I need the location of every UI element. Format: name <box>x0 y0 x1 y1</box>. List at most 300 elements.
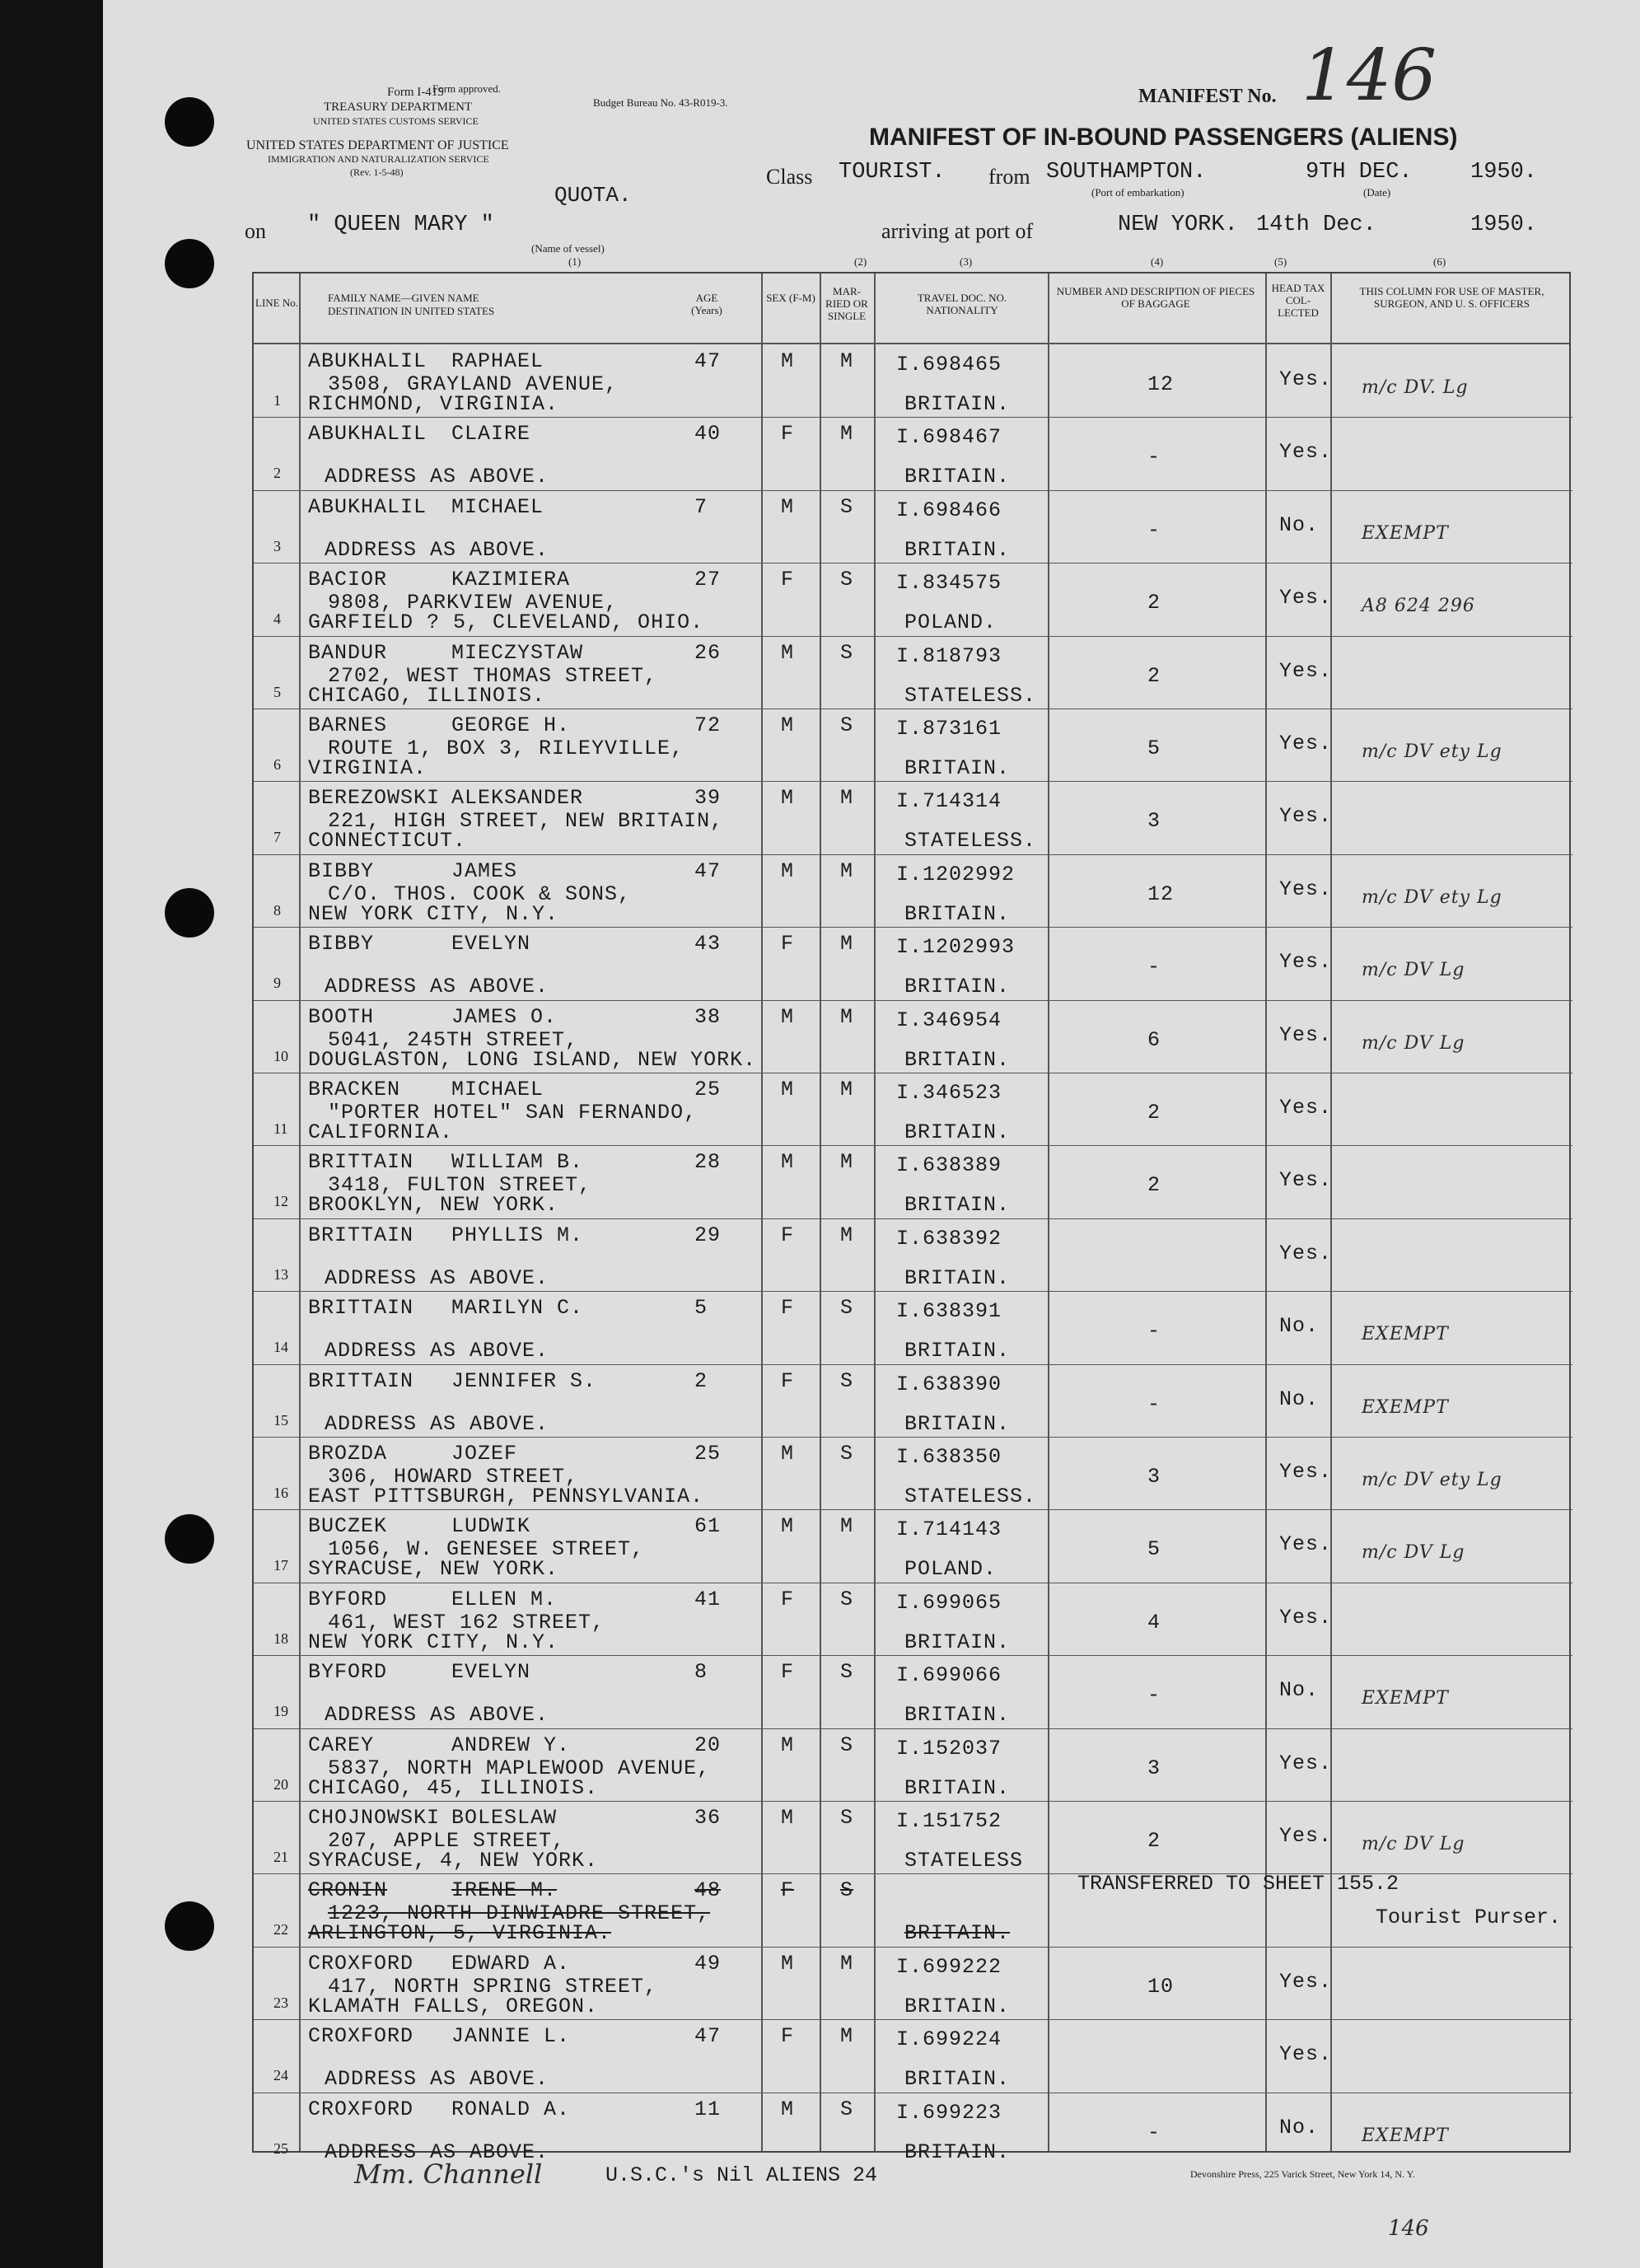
table-row <box>254 2019 1572 2093</box>
given-name: EVELYN <box>451 1660 531 1685</box>
table-row <box>254 708 1572 782</box>
surname: CHOJNOWSKI <box>308 1806 441 1830</box>
signature: Mm. Channell <box>354 2158 543 2190</box>
surname: BRITTAIN <box>308 1296 414 1321</box>
line-number: 12 <box>273 1193 288 1210</box>
line-number: 3 <box>273 537 281 554</box>
nationality: BRITAIN. <box>904 1703 1011 1728</box>
given-name: LUDWIK <box>451 1514 531 1539</box>
address-line-2: SYRACUSE, 4, NEW YORK. <box>308 1849 599 1873</box>
marital-status: M <box>840 349 854 373</box>
baggage-count: 3 <box>1147 1756 1161 1780</box>
travel-doc-number: I.699065 <box>896 1590 1002 1615</box>
surname: ABUKHALIL <box>308 349 428 373</box>
given-name: JAMES O. <box>451 1004 558 1029</box>
address-line-2: ADDRESS AS ABOVE. <box>325 1703 549 1728</box>
treasury-dept: TREASURY DEPARTMENT <box>324 101 473 114</box>
table-row <box>254 1728 1572 1802</box>
officer-note: EXEMPT <box>1362 1324 1449 1345</box>
nationality: STATELESS. <box>904 1485 1037 1508</box>
travel-doc-number: I.346954 <box>896 1008 1002 1032</box>
header-travel-doc: TRAVEL DOC. NO. NATIONALITY <box>917 292 1007 316</box>
age: 47 <box>694 858 722 883</box>
head-tax: Yes. <box>1279 586 1333 610</box>
table-row <box>254 1073 1572 1146</box>
given-name: WILLIAM B. <box>451 1150 584 1175</box>
purser-note: Tourist Purser. <box>1376 1906 1562 1929</box>
address-line-1: 3418, FULTON STREET, <box>328 1173 592 1198</box>
travel-doc-number: I.638389 <box>896 1153 1002 1178</box>
nationality: BRITAIN. <box>904 1339 1011 1363</box>
line-number: 14 <box>273 1339 288 1356</box>
sex: F <box>781 568 795 592</box>
nationality: BRITAIN. <box>904 1265 1011 1290</box>
baggage-count: 2 <box>1147 1101 1161 1125</box>
address-line-2: CHICAGO, 45, ILLINOIS. <box>308 1775 599 1800</box>
officer-note: A8 624 296 <box>1362 596 1475 617</box>
address-line-2: CONNECTICUT. <box>308 829 467 853</box>
form-approved: Form approved. <box>432 82 502 95</box>
class-label: Class <box>766 165 813 189</box>
head-tax: Yes. <box>1279 1022 1333 1047</box>
address-line-1: 5837, NORTH MAPLEWOOD AVENUE, <box>328 1756 711 1780</box>
baggage-count: - <box>1147 445 1161 470</box>
surname: BRACKEN <box>308 1078 401 1101</box>
marital-status: M <box>840 1951 854 1976</box>
address-line-2: ADDRESS AS ABOVE. <box>325 537 549 562</box>
line-number: 17 <box>273 1557 288 1574</box>
header-destination: DESTINATION IN UNITED STATES <box>328 305 495 317</box>
given-name: JAMES <box>451 858 518 883</box>
given-name: PHYLLIS M. <box>451 1223 584 1247</box>
age: 38 <box>694 1004 722 1029</box>
baggage-count: 10 <box>1147 1974 1175 1999</box>
head-tax: No. <box>1279 1314 1320 1339</box>
address-line-1: 9808, PARKVIEW AVENUE, <box>328 591 619 615</box>
punch-hole <box>165 97 214 147</box>
age: 11 <box>694 2097 722 2121</box>
head-tax: Yes. <box>1279 1096 1333 1120</box>
address-line-1: 1056, W. GENESEE STREET, <box>328 1537 645 1562</box>
given-name: ELLEN M. <box>451 1587 558 1611</box>
nationality: BRITAIN. <box>904 392 1011 416</box>
line-number: 13 <box>273 1265 288 1283</box>
line-number: 21 <box>273 1849 288 1865</box>
sex: M <box>781 1150 795 1175</box>
line-number: 4 <box>273 610 281 628</box>
line-number: 15 <box>273 1411 288 1429</box>
sex: M <box>781 1806 795 1830</box>
printer-credit: Devonshire Press, 225 Varick Street, New York 14, N. Y. <box>1190 2168 1415 2180</box>
baggage-count: 6 <box>1147 1027 1161 1052</box>
sex: M <box>781 1951 795 1976</box>
sex: M <box>781 1442 795 1466</box>
marital-status: S <box>840 1442 854 1466</box>
arrival-port: NEW YORK. <box>1118 213 1238 237</box>
marital-status: S <box>840 1878 854 1903</box>
manifest-page <box>103 0 1640 2268</box>
surname: CROXFORD <box>308 2097 414 2121</box>
baggage-count: - <box>1147 1683 1161 1708</box>
address-line-2: ADDRESS AS ABOVE. <box>325 1339 549 1363</box>
head-tax: Yes. <box>1279 1241 1333 1265</box>
nationality: STATELESS. <box>904 829 1037 853</box>
table-row <box>254 854 1572 928</box>
marital-status: M <box>840 1223 854 1247</box>
address-line-1: 417, NORTH SPRING STREET, <box>328 1974 658 1999</box>
marital-status: S <box>840 1296 854 1321</box>
line-number: 6 <box>273 756 281 773</box>
marital-status: S <box>840 640 854 665</box>
sex: M <box>781 1078 795 1101</box>
given-name: RONALD A. <box>451 2097 571 2121</box>
marital-status: M <box>840 786 854 811</box>
nationality: BRITAIN. <box>904 1775 1011 1800</box>
class-value: TOURIST. <box>839 160 946 185</box>
sex: M <box>781 494 795 519</box>
sex: M <box>781 1514 795 1539</box>
given-name: MARILYN C. <box>451 1296 584 1321</box>
surname: CAREY <box>308 1733 375 1757</box>
age: 41 <box>694 1587 722 1611</box>
baggage-count: 5 <box>1147 737 1161 760</box>
table-row <box>254 1364 1572 1438</box>
line-number: 2 <box>273 465 281 482</box>
baggage-count: - <box>1147 955 1161 980</box>
travel-doc-number: I.818793 <box>896 643 1002 668</box>
given-name: BOLESLAW <box>451 1806 558 1830</box>
header-baggage: NUMBER AND DESCRIPTION OF PIECES OF BAGGAGE <box>1056 285 1255 310</box>
travel-doc-number: I.1202993 <box>896 935 1016 960</box>
given-name: MIECZYSTAW <box>451 640 584 665</box>
header-head-tax: HEAD TAX COL-LECTED <box>1271 282 1325 319</box>
header-line-no: LINE No. <box>255 297 298 309</box>
age: 49 <box>694 1951 722 1976</box>
travel-doc-number: I.699223 <box>896 2100 1002 2125</box>
travel-doc-number: I.151752 <box>896 1809 1002 1833</box>
address-line-1: 2702, WEST THOMAS STREET, <box>328 663 658 688</box>
manifest-no-label: MANIFEST No. <box>1138 86 1277 107</box>
punch-hole <box>165 239 214 288</box>
nationality: BRITAIN. <box>904 1193 1011 1218</box>
nationality: BRITAIN. <box>904 2139 1011 2164</box>
sex: M <box>781 1004 795 1029</box>
given-name: EVELYN <box>451 932 531 956</box>
age: 40 <box>694 422 722 447</box>
surname: BARNES <box>308 713 388 737</box>
sex: F <box>781 1223 795 1247</box>
age: 61 <box>694 1514 722 1539</box>
travel-doc-number: I.152037 <box>896 1736 1002 1761</box>
travel-doc-number: I.714314 <box>896 789 1002 814</box>
travel-doc-number: I.346523 <box>896 1081 1002 1105</box>
surname: BUCZEK <box>308 1514 388 1539</box>
nationality: BRITAIN. <box>904 2067 1011 2092</box>
form-number: Form I-415 <box>387 86 444 99</box>
travel-doc-number: I.834575 <box>896 571 1002 596</box>
sex: M <box>781 858 795 883</box>
head-tax: Yes. <box>1279 877 1333 901</box>
head-tax: No. <box>1279 512 1320 537</box>
surname: CROXFORD <box>308 1951 414 1976</box>
head-tax: Yes. <box>1279 1824 1333 1848</box>
address-line-1: 1223, NORTH DINWIADRE STREET, <box>328 1901 711 1926</box>
address-line-1: 3508, GRAYLAND AVENUE, <box>328 372 619 396</box>
date-caption: (Date) <box>1363 186 1391 199</box>
table-row <box>254 344 1572 418</box>
baggage-count: 2 <box>1147 1173 1161 1198</box>
baggage-count: 5 <box>1147 1537 1161 1562</box>
marital-status: S <box>840 568 854 592</box>
age: 28 <box>694 1150 722 1175</box>
sex: F <box>781 422 795 447</box>
nationality: STATELESS <box>904 1849 1024 1873</box>
travel-doc-number: I.1202992 <box>896 862 1016 886</box>
line-number: 5 <box>273 683 281 700</box>
sex: M <box>781 640 795 665</box>
address-line-2: GARFIELD ? 5, CLEVELAND, OHIO. <box>308 610 704 635</box>
table-row <box>254 1655 1572 1728</box>
age: 47 <box>694 2024 722 2049</box>
arrival-year: 1950. <box>1470 213 1538 237</box>
embarkation-port: SOUTHAMPTON. <box>1046 160 1207 185</box>
given-name: JANNIE L. <box>451 2024 571 2049</box>
baggage-count: 12 <box>1147 372 1175 396</box>
nationality: POLAND. <box>904 1557 998 1582</box>
age: 8 <box>694 1660 708 1685</box>
address-line-2: ADDRESS AS ABOVE. <box>325 2139 549 2164</box>
arrival-date: 14th Dec. <box>1256 213 1376 237</box>
marital-status: M <box>840 1514 854 1539</box>
age: 72 <box>694 713 722 737</box>
marital-status: S <box>840 1587 854 1611</box>
line-number: 20 <box>273 1775 288 1793</box>
nationality: STATELESS. <box>904 683 1037 708</box>
officer-note: m/c DV Lg <box>1362 960 1465 981</box>
surname: ABUKHALIL <box>308 422 428 447</box>
age: 48 <box>694 1878 722 1903</box>
line-number: 8 <box>273 901 281 919</box>
address-line-2: NEW YORK CITY, N.Y. <box>308 901 559 926</box>
head-tax: Yes. <box>1279 1751 1333 1775</box>
punch-hole <box>165 1514 214 1564</box>
age: 5 <box>694 1296 708 1321</box>
sex: F <box>781 1368 795 1393</box>
col-num-3: (3) <box>960 255 973 268</box>
col-num-1: (1) <box>568 255 582 268</box>
given-name: IRENE M. <box>451 1878 558 1903</box>
marital-status: S <box>840 713 854 737</box>
travel-doc-number: I.638390 <box>896 1372 1002 1396</box>
nationality: BRITAIN. <box>904 1120 1011 1144</box>
departure-date: 9TH DEC. <box>1306 160 1413 185</box>
punch-hole <box>165 888 214 938</box>
officer-note: m/c DV ety Lg <box>1362 741 1502 762</box>
address-line-2: SYRACUSE, NEW YORK. <box>308 1557 559 1582</box>
nationality: BRITAIN. <box>904 756 1011 780</box>
surname: ABUKHALIL <box>308 494 428 519</box>
given-name: ALEKSANDER <box>451 786 584 811</box>
nationality: BRITAIN. <box>904 1411 1011 1436</box>
col-num-4: (4) <box>1151 255 1164 268</box>
baggage-count: - <box>1147 517 1161 542</box>
age: 47 <box>694 349 722 373</box>
given-name: KAZIMIERA <box>451 568 571 592</box>
address-line-2: NEW YORK CITY, N.Y. <box>308 1630 559 1654</box>
address-line-1: "PORTER HOTEL" SAN FERNANDO, <box>328 1101 698 1125</box>
address-line-2: KLAMATH FALLS, OREGON. <box>308 1994 599 2018</box>
age: 20 <box>694 1733 722 1757</box>
baggage-count: 2 <box>1147 591 1161 615</box>
line-number: 1 <box>273 392 281 409</box>
officer-note: m/c DV Lg <box>1362 1542 1465 1564</box>
address-line-2: ADDRESS AS ABOVE. <box>325 465 549 489</box>
nationality: POLAND. <box>904 610 998 635</box>
head-tax: No. <box>1279 1387 1320 1411</box>
baggage-count: - <box>1147 1391 1161 1416</box>
line-number: 16 <box>273 1485 288 1501</box>
address-line-1: 5041, 245TH STREET, <box>328 1027 579 1052</box>
marital-status: M <box>840 1150 854 1175</box>
uscs-footer: U.S.C.'s Nil ALIENS 24 <box>605 2163 878 2187</box>
travel-doc-number: I.699066 <box>896 1663 1002 1688</box>
header-officers: THIS COLUMN FOR USE OF MASTER, SURGEON, AND U. S. OFFICERS <box>1359 285 1544 310</box>
marital-status: S <box>840 1660 854 1685</box>
marital-status: S <box>840 1368 854 1393</box>
age: 43 <box>694 932 722 956</box>
officer-note: m/c DV. Lg <box>1362 377 1469 398</box>
arriving-label: arriving at port of <box>881 219 1034 243</box>
sex: M <box>781 349 795 373</box>
officer-note: m/c DV ety Lg <box>1362 1470 1502 1490</box>
age: 29 <box>694 1223 722 1247</box>
address-line-2: BROOKLYN, NEW YORK. <box>308 1193 559 1218</box>
line-number: 22 <box>273 1921 288 1938</box>
head-tax: Yes. <box>1279 732 1333 755</box>
page-number: 146 <box>1388 2216 1429 2241</box>
travel-doc-number: I.714143 <box>896 1517 1002 1542</box>
budget-bureau: Budget Bureau No. 43-R019-3. <box>593 96 728 109</box>
given-name: JOZEF <box>451 1442 518 1466</box>
age: 36 <box>694 1806 722 1830</box>
table-row <box>254 1583 1572 1656</box>
given-name: CLAIRE <box>451 422 531 447</box>
address-line-2: RICHMOND, VIRGINIA. <box>308 392 559 416</box>
marital-status: M <box>840 932 854 956</box>
surname: BIBBY <box>308 858 375 883</box>
officer-note: EXEMPT <box>1362 1396 1449 1418</box>
table-row <box>254 563 1572 636</box>
nationality: BRITAIN. <box>904 1630 1011 1654</box>
marital-status: S <box>840 2097 854 2121</box>
address-line-1: ROUTE 1, BOX 3, RILEYVILLE, <box>328 737 685 760</box>
head-tax: Yes. <box>1279 1605 1333 1630</box>
address-line-2: ADDRESS AS ABOVE. <box>325 2067 549 2092</box>
surname: BYFORD <box>308 1660 388 1685</box>
given-name: RAPHAEL <box>451 349 544 373</box>
baggage-count: 3 <box>1147 809 1161 834</box>
table-row <box>254 636 1572 709</box>
address-line-1: C/O. THOS. COOK & SONS, <box>328 881 632 906</box>
travel-doc-number: I.698467 <box>896 425 1002 450</box>
baggage-count: 12 <box>1147 881 1175 906</box>
nationality: BRITAIN. <box>904 537 1011 562</box>
nationality: BRITAIN. <box>904 975 1011 999</box>
head-tax: No. <box>1279 1678 1320 1703</box>
table-row <box>254 1801 1572 1874</box>
given-name: MICHAEL <box>451 494 544 519</box>
baggage-count: 3 <box>1147 1465 1161 1489</box>
age: 39 <box>694 786 722 811</box>
surname: BROZDA <box>308 1442 388 1466</box>
sex: F <box>781 932 795 956</box>
surname: BACIOR <box>308 568 388 592</box>
surname: BEREZOWSKI <box>308 786 441 811</box>
customs-service: UNITED STATES CUSTOMS SERVICE <box>313 115 479 127</box>
header-sex: SEX (F-M) <box>766 292 815 304</box>
officer-note: m/c DV Lg <box>1362 1834 1465 1854</box>
given-name: ANDREW Y. <box>451 1733 571 1757</box>
on-label: on <box>245 219 266 243</box>
line-number: 10 <box>273 1047 288 1064</box>
table-row <box>254 1509 1572 1583</box>
head-tax: Yes. <box>1279 950 1333 975</box>
embarkation-caption: (Port of embarkation) <box>1091 186 1184 199</box>
table-row <box>254 781 1572 854</box>
header-married: MAR-RIED OR SINGLE <box>825 285 868 322</box>
head-tax: Yes. <box>1279 1460 1333 1484</box>
surname: BIBBY <box>308 932 375 956</box>
vessel-name: " QUEEN MARY " <box>307 213 494 237</box>
nationality: BRITAIN. <box>904 901 1011 926</box>
nationality: BRITAIN. <box>904 1047 1011 1072</box>
table-row <box>254 1437 1572 1510</box>
immigration-service: IMMIGRATION AND NATURALIZATION SERVICE <box>268 153 489 165</box>
manifest-number: 146 <box>1301 35 1437 117</box>
sex: F <box>781 1878 795 1903</box>
baggage-count: 2 <box>1147 1829 1161 1853</box>
age: 27 <box>694 568 722 592</box>
line-number: 11 <box>273 1120 288 1137</box>
vessel-caption: (Name of vessel) <box>531 242 605 255</box>
marital-status: M <box>840 1078 854 1101</box>
baggage-count: - <box>1147 2120 1161 2144</box>
address-line-1: 306, HOWARD STREET, <box>328 1465 579 1489</box>
address-line-2: VIRGINIA. <box>308 756 428 780</box>
address-line-2: ADDRESS AS ABOVE. <box>325 1265 549 1290</box>
baggage-count: 4 <box>1147 1610 1161 1634</box>
sex: M <box>781 2097 795 2121</box>
col-num-2: (2) <box>854 255 867 268</box>
marital-status: S <box>840 1806 854 1830</box>
officer-note: EXEMPT <box>1362 522 1449 544</box>
travel-doc-number: I.699224 <box>896 2027 1002 2052</box>
marital-status: S <box>840 494 854 519</box>
address-line-2: DOUGLASTON, LONG ISLAND, NEW YORK. <box>308 1047 757 1072</box>
table-row <box>254 490 1572 563</box>
table-row <box>254 2093 1572 2166</box>
officer-note: m/c DV Lg <box>1362 1032 1465 1054</box>
table-row <box>254 1145 1572 1218</box>
age: 25 <box>694 1078 722 1101</box>
header-age: AGE (Years) <box>691 292 722 316</box>
head-tax: Yes. <box>1279 658 1333 683</box>
age: 7 <box>694 494 708 519</box>
line-number: 9 <box>273 975 281 992</box>
baggage-count: - <box>1147 1319 1161 1344</box>
line-number: 23 <box>273 1994 288 2011</box>
head-tax: No. <box>1279 2115 1320 2139</box>
